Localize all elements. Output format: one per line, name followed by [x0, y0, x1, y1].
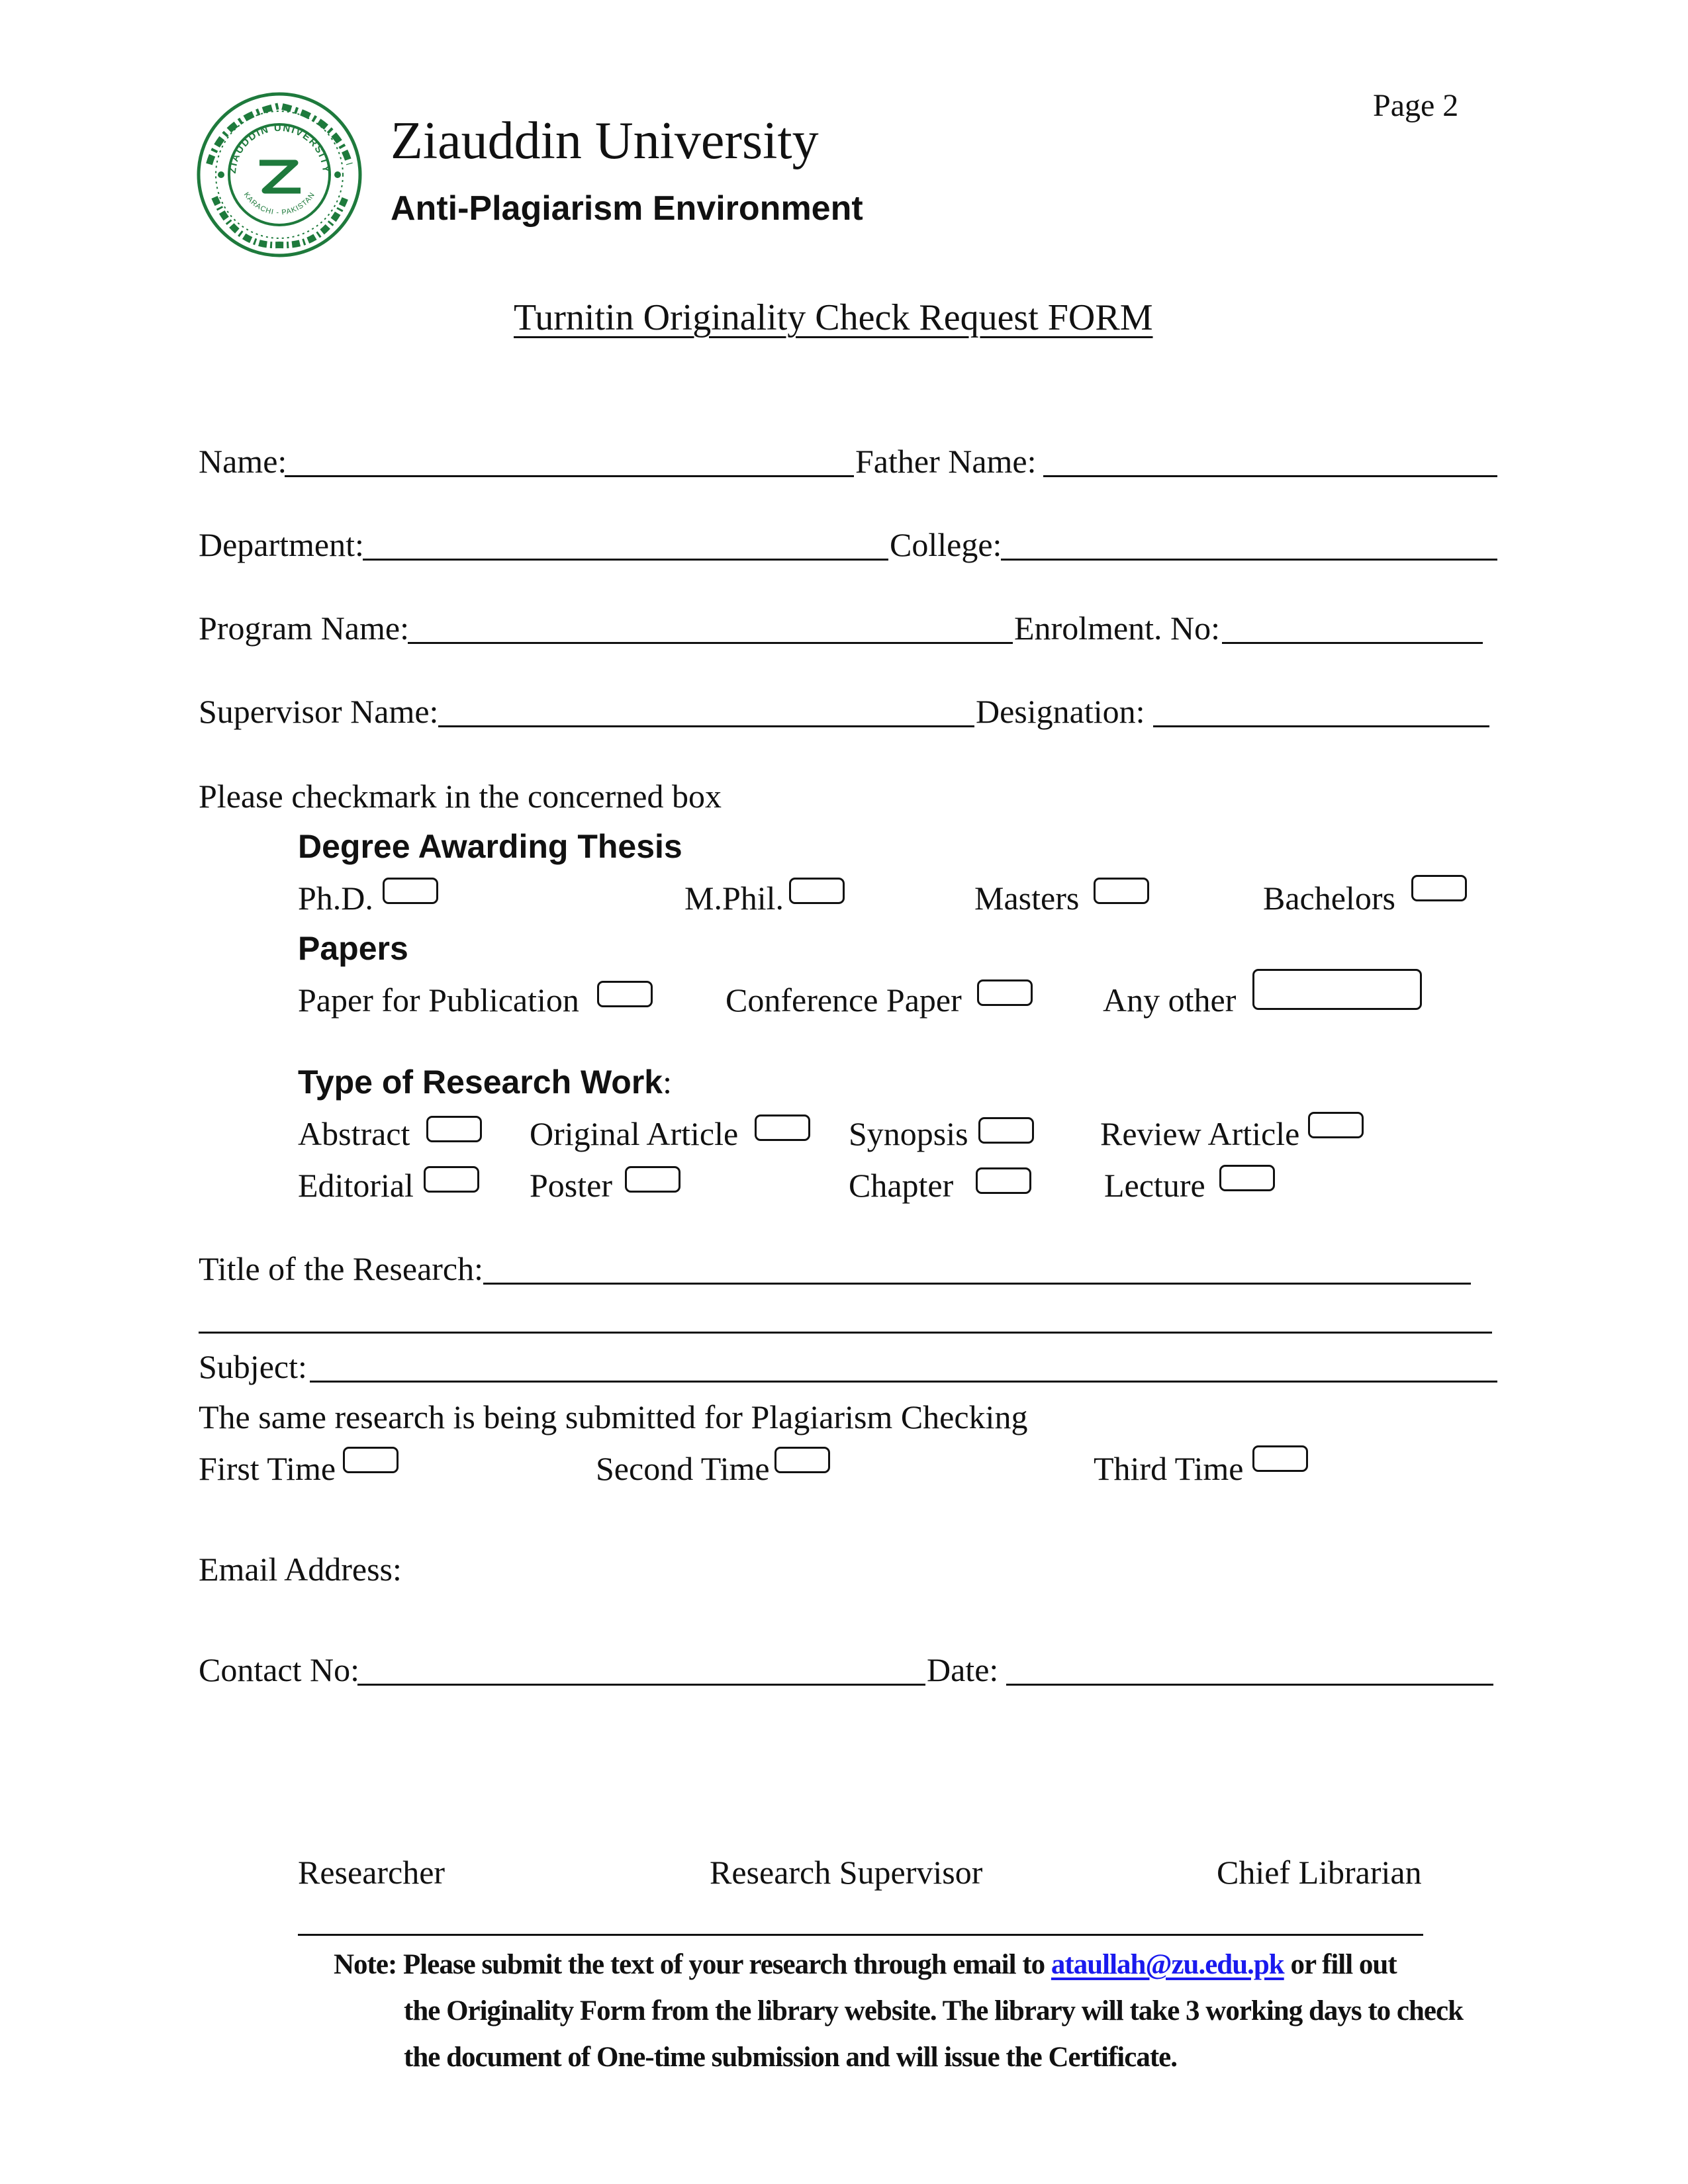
- research-type-heading-text: Type of Research Work: [298, 1064, 663, 1101]
- option-masters-label: Masters: [974, 880, 1080, 917]
- research-type-heading: [298, 1063, 672, 1101]
- signature-researcher: Researcher: [298, 1854, 445, 1891]
- name-label: Name:: [199, 443, 287, 480]
- note-label: Note:: [334, 1949, 397, 1980]
- abstract-checkbox[interactable]: [426, 1116, 482, 1142]
- name-line[interactable]: [285, 475, 854, 477]
- date-label: Date:: [927, 1651, 999, 1688]
- chapter-checkbox[interactable]: [976, 1167, 1031, 1194]
- synopsis-checkbox[interactable]: [978, 1117, 1034, 1144]
- note-text-2: or fill out: [1290, 1949, 1397, 1980]
- program-name-label: Program Name:: [199, 610, 409, 647]
- mphil-checkbox[interactable]: [789, 878, 845, 904]
- contact-line[interactable]: [357, 1684, 925, 1686]
- department-label: Department:: [199, 526, 364, 563]
- lecture-checkbox[interactable]: [1219, 1165, 1275, 1191]
- supervisor-name-label: Supervisor Name:: [199, 693, 439, 730]
- option-mphil-label: M.Phil.: [684, 880, 784, 917]
- second-time-checkbox[interactable]: [774, 1447, 830, 1473]
- svg-text:KARACHI - PAKISTAN: KARACHI - PAKISTAN: [242, 191, 317, 217]
- form-title: Turnitin Originality Check Request FORM: [514, 297, 1153, 338]
- option-lecture-label: Lecture: [1104, 1167, 1205, 1204]
- any-other-checkbox[interactable]: [1252, 969, 1422, 1010]
- svg-text:ZIAUDDIN UNIVERSITY: ZIAUDDIN UNIVERSITY: [226, 122, 332, 175]
- note-line-2: the Originality Form from the library website. The library will take 3 working days to check: [404, 1995, 1463, 2026]
- option-poster-label: Poster: [530, 1167, 612, 1204]
- option-any-other-label: Any other: [1103, 981, 1237, 1019]
- subject-line[interactable]: [310, 1381, 1497, 1383]
- option-publication-label: Paper for Publication: [298, 981, 579, 1019]
- supervisor-name-line[interactable]: [438, 725, 974, 727]
- phd-checkbox[interactable]: [383, 878, 438, 904]
- option-conference-label: Conference Paper: [726, 981, 962, 1019]
- signature-librarian: Chief Librarian: [1217, 1854, 1422, 1891]
- option-second-time-label: Second Time: [596, 1450, 770, 1487]
- university-logo: [196, 91, 363, 258]
- submission-statement: The same research is being submitted for Plagiarism Checking: [199, 1398, 1028, 1435]
- first-time-checkbox[interactable]: [343, 1447, 399, 1473]
- note-line-3: the document of One-time submission and will issue the Certificate.: [404, 2042, 1177, 2073]
- review-article-checkbox[interactable]: [1308, 1112, 1364, 1138]
- option-review-article-label: Review Article: [1100, 1115, 1300, 1152]
- research-title-line-2[interactable]: [199, 1332, 1492, 1334]
- college-line[interactable]: [1001, 559, 1497, 561]
- email-label: Email Address:: [199, 1551, 402, 1588]
- checkmark-instruction: Please checkmark in the concerned box: [199, 778, 722, 815]
- note-text-1: Please submit the text of your research through email to: [403, 1949, 1045, 1980]
- poster-checkbox[interactable]: [625, 1166, 680, 1193]
- bachelors-checkbox[interactable]: [1411, 875, 1467, 901]
- college-label: College:: [890, 526, 1002, 563]
- enrolment-line[interactable]: [1222, 642, 1483, 644]
- signature-divider: [298, 1934, 1423, 1936]
- option-chapter-label: Chapter: [849, 1167, 954, 1204]
- subject-label: Subject:: [199, 1348, 307, 1385]
- research-title-label: Title of the Research:: [199, 1250, 484, 1287]
- program-name-line[interactable]: [408, 642, 1013, 644]
- date-line[interactable]: [1006, 1684, 1493, 1686]
- masters-checkbox[interactable]: [1094, 878, 1149, 904]
- father-name-line[interactable]: [1043, 475, 1497, 477]
- original-article-checkbox[interactable]: [755, 1115, 810, 1141]
- enrolment-label: Enrolment. No:: [1014, 610, 1221, 647]
- university-name: Ziauddin University: [391, 112, 819, 170]
- contact-label: Contact No:: [199, 1651, 360, 1688]
- department-line[interactable]: [363, 559, 888, 561]
- librarian-email-link[interactable]: ataullah@zu.edu.pk: [1051, 1949, 1284, 1980]
- degree-heading: Degree Awarding Thesis: [298, 828, 682, 865]
- third-time-checkbox[interactable]: [1252, 1445, 1308, 1472]
- note-line-1: [334, 1948, 1397, 1981]
- designation-label: Designation:: [976, 693, 1145, 730]
- conference-checkbox[interactable]: [977, 979, 1033, 1006]
- designation-line[interactable]: [1153, 725, 1489, 727]
- page-number: Page 2: [1373, 88, 1459, 123]
- option-third-time-label: Third Time: [1094, 1450, 1244, 1487]
- research-title-line[interactable]: [483, 1283, 1471, 1285]
- option-phd-label: Ph.D.: [298, 880, 373, 917]
- option-first-time-label: First Time: [199, 1450, 336, 1487]
- editorial-checkbox[interactable]: [424, 1166, 479, 1193]
- publication-checkbox[interactable]: [597, 981, 653, 1007]
- option-abstract-label: Abstract: [298, 1115, 410, 1152]
- option-bachelors-label: Bachelors: [1263, 880, 1395, 917]
- papers-heading: Papers: [298, 930, 408, 967]
- signature-supervisor: Research Supervisor: [710, 1854, 983, 1891]
- father-name-label: Father Name:: [855, 443, 1037, 480]
- environment-subtitle: Anti-Plagiarism Environment: [391, 189, 863, 228]
- option-original-article-label: Original Article: [530, 1115, 739, 1152]
- option-editorial-label: Editorial: [298, 1167, 414, 1204]
- option-synopsis-label: Synopsis: [849, 1115, 968, 1152]
- research-type-colon: :: [663, 1064, 673, 1101]
